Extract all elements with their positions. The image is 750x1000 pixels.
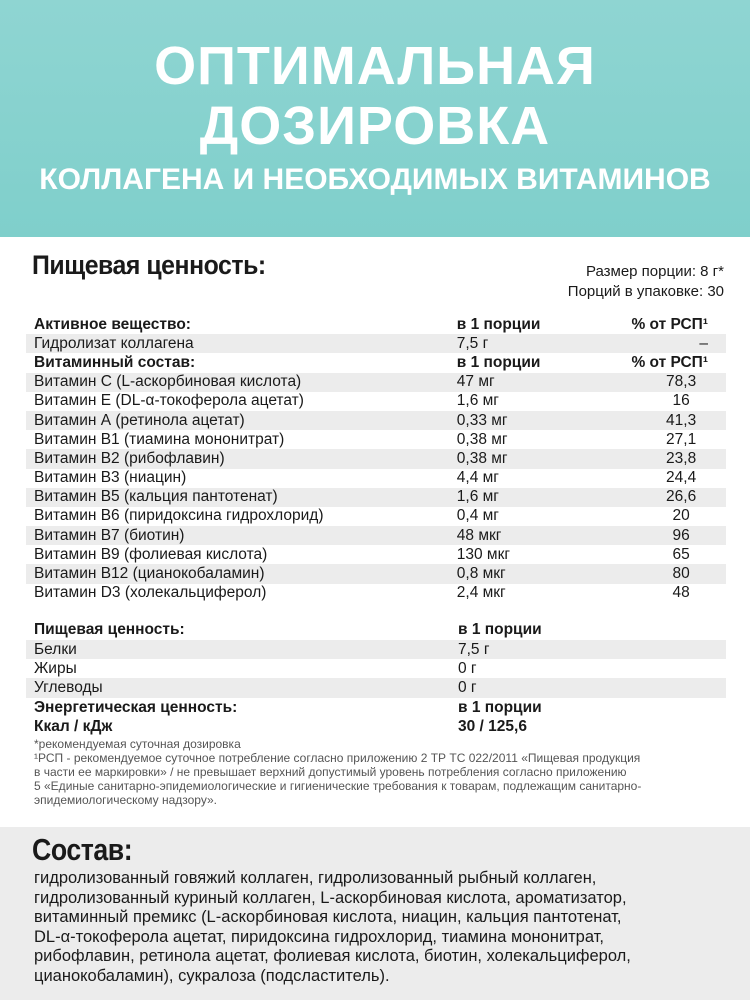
table-row [26, 430, 726, 449]
composition-line: цианокобаламин), сукралоза (подсластитель). [34, 966, 390, 985]
table-row [26, 488, 726, 507]
vitamin-amount: 4,4 мг [456, 469, 499, 487]
vitamin-percent: 41,3 [666, 411, 697, 429]
vitamin-percent: 24,4 [666, 469, 697, 487]
table-row [26, 640, 726, 659]
vitamin-name: Витамин А (ретинола ацетат) [34, 411, 245, 429]
footnote-line: в части ее маркировки» / не превышает верхний допустимый уровень потребления согласно приложению [34, 764, 627, 779]
vitamin-name: Витамин В3 (ниацин) [34, 469, 187, 487]
vitamin-name: Витамин Е (DL-α-токоферола ацетат) [34, 392, 304, 410]
vitamin-name: Витамин В5 (кальция пантотенат) [34, 488, 278, 506]
composition-line: рибофлавин, ретинола ацетат, фолиевая кислота, биотин, холекальциферол, [34, 947, 631, 965]
vitamins-header-serving: в 1 порции [456, 353, 541, 371]
footnote-line: 5 «Единые санитарно-эпидемиологические и гигиенические требования к товарам, подлежащим санитарно- [34, 778, 642, 793]
macro-name: Углеводы [34, 678, 103, 696]
vitamins-header-row [26, 353, 726, 372]
servings-per-pack: Порций в упаковке: 30 [567, 283, 724, 300]
vitamin-percent: 20 [672, 507, 690, 525]
vitamin-percent: 48 [672, 584, 690, 602]
vitamin-name: Витамин С (L-аскорбиновая кислота) [34, 373, 302, 391]
composition-line: DL-α-токоферола ацетат, пиридоксина гидрохлорид, тиамина мононитрат, [34, 927, 604, 946]
hero-subtitle: КОЛЛАГЕНА И НЕОБХОДИМЫХ ВИТАМИНОВ [39, 163, 711, 196]
ingredient-amount: 7,5 г [456, 334, 489, 352]
vitamin-percent: 16 [672, 392, 690, 410]
macro-name: Жиры [34, 659, 77, 677]
macro-name: Белки [34, 640, 77, 658]
vitamin-percent: 96 [672, 526, 690, 544]
vitamins-header-percent: % от РСП¹ [631, 353, 708, 371]
table-row [26, 411, 726, 430]
energy-block [26, 698, 726, 736]
composition-line: гидролизованный говяжий коллаген, гидролизованный рыбный коллаген, [34, 869, 597, 887]
ingredient-percent: – [699, 334, 708, 352]
table-row [26, 449, 726, 468]
vitamins-header-label: Витаминный состав: [34, 353, 196, 371]
vitamin-amount: 0,38 мг [456, 430, 508, 448]
vitamin-name: Витамин В7 (биотин) [34, 526, 185, 544]
vitamin-amount: 47 мг [456, 373, 495, 391]
composition-line: гидролизованный куриный коллаген, L-аскорбиновая кислота, ароматизатор, [34, 888, 627, 907]
footnote-line: *рекомендуемая суточная дозировка [34, 736, 241, 751]
spacer [26, 603, 726, 621]
hero-title-line1: ОПТИМАЛЬНАЯ [154, 36, 596, 96]
macro-amount: 7,5 г [458, 640, 490, 658]
active-header-percent: % от РСП¹ [631, 315, 708, 333]
active-header-row [26, 315, 726, 334]
composition-line: витаминный премикс (L-аскорбиновая кислота, ниацин, кальция пантотенат, [34, 908, 622, 926]
table-row [26, 469, 726, 488]
table-row [26, 545, 726, 564]
footnotes [26, 737, 726, 807]
composition-text [34, 869, 734, 986]
energy-value: 30 / 125,6 [458, 717, 527, 735]
table-row [26, 526, 726, 545]
vitamin-name: Витамин В1 (тиамина мононитрат) [34, 430, 285, 448]
table-row [26, 334, 726, 353]
table-row [26, 584, 726, 603]
hero-banner [0, 0, 750, 237]
active-header-serving: в 1 порции [456, 315, 541, 333]
vitamin-amount: 1,6 мг [456, 392, 499, 410]
footnote-line: ¹РСП - рекомендуемое суточное потребление согласно приложению 2 ТР ТС 022/2011 «Пищевая продукция [34, 750, 641, 765]
table-row [26, 564, 726, 583]
vitamin-amount: 0,8 мкг [456, 565, 506, 583]
macros-header-label: Пищевая ценность: [34, 621, 185, 639]
vitamin-amount: 1,6 мг [456, 488, 499, 506]
vitamin-amount: 0,4 мг [456, 507, 499, 525]
vitamin-name: Витамин В12 (цианокобаламин) [34, 565, 265, 583]
hero-title-line2: ДОЗИРОВКА [199, 96, 551, 156]
vitamin-amount: 130 мкг [456, 545, 511, 563]
vitamin-name: Витамин В9 (фолиевая кислота) [34, 545, 268, 563]
energy-label: Энергетическая ценность: [34, 698, 238, 716]
table-row [26, 659, 726, 678]
macro-amount: 0 г [458, 678, 477, 696]
vitamin-name: Витамин В6 (пиридоксина гидрохлорид) [34, 507, 324, 525]
composition-title: Состав: [32, 832, 133, 867]
macros-header-row [26, 621, 726, 640]
vitamin-name: Витамин В2 (рибофлавин) [34, 449, 225, 467]
vitamin-percent: 27,1 [666, 430, 697, 448]
vitamin-amount: 0,33 мг [456, 411, 508, 429]
table-row [26, 678, 726, 697]
vitamin-amount: 48 мкг [456, 526, 502, 544]
table-row [26, 373, 726, 392]
serving-info [568, 262, 724, 302]
vitamin-amount: 2,4 мкг [456, 584, 506, 602]
vitamin-percent: 23,8 [666, 449, 697, 467]
active-header-label: Активное вещество: [34, 315, 191, 333]
macro-amount: 0 г [458, 659, 477, 677]
energy-values [458, 698, 628, 736]
table-row [26, 507, 726, 526]
footnote-line: эпидемиологическому надзору». [34, 792, 217, 807]
nutrition-table [26, 315, 726, 807]
serving-size: Размер порции: 8 г* [585, 263, 724, 280]
ingredient-name: Гидролизат коллагена [34, 334, 194, 352]
vitamin-name: Витамин D3 (холекальциферол) [34, 584, 267, 602]
vitamin-percent: 65 [672, 545, 690, 563]
table-row [26, 392, 726, 411]
energy-labels [34, 698, 458, 736]
energy-units-label: Ккал / кДж [34, 717, 113, 735]
vitamin-percent: 80 [672, 565, 690, 583]
nutrition-title: Пищевая ценность: [32, 250, 266, 280]
energy-col-header: в 1 порции [458, 698, 542, 716]
vitamin-percent: 78,3 [666, 373, 697, 391]
vitamin-percent: 26,6 [666, 488, 697, 506]
macros-header-serving: в 1 порции [458, 621, 542, 639]
vitamin-amount: 0,38 мг [456, 449, 508, 467]
